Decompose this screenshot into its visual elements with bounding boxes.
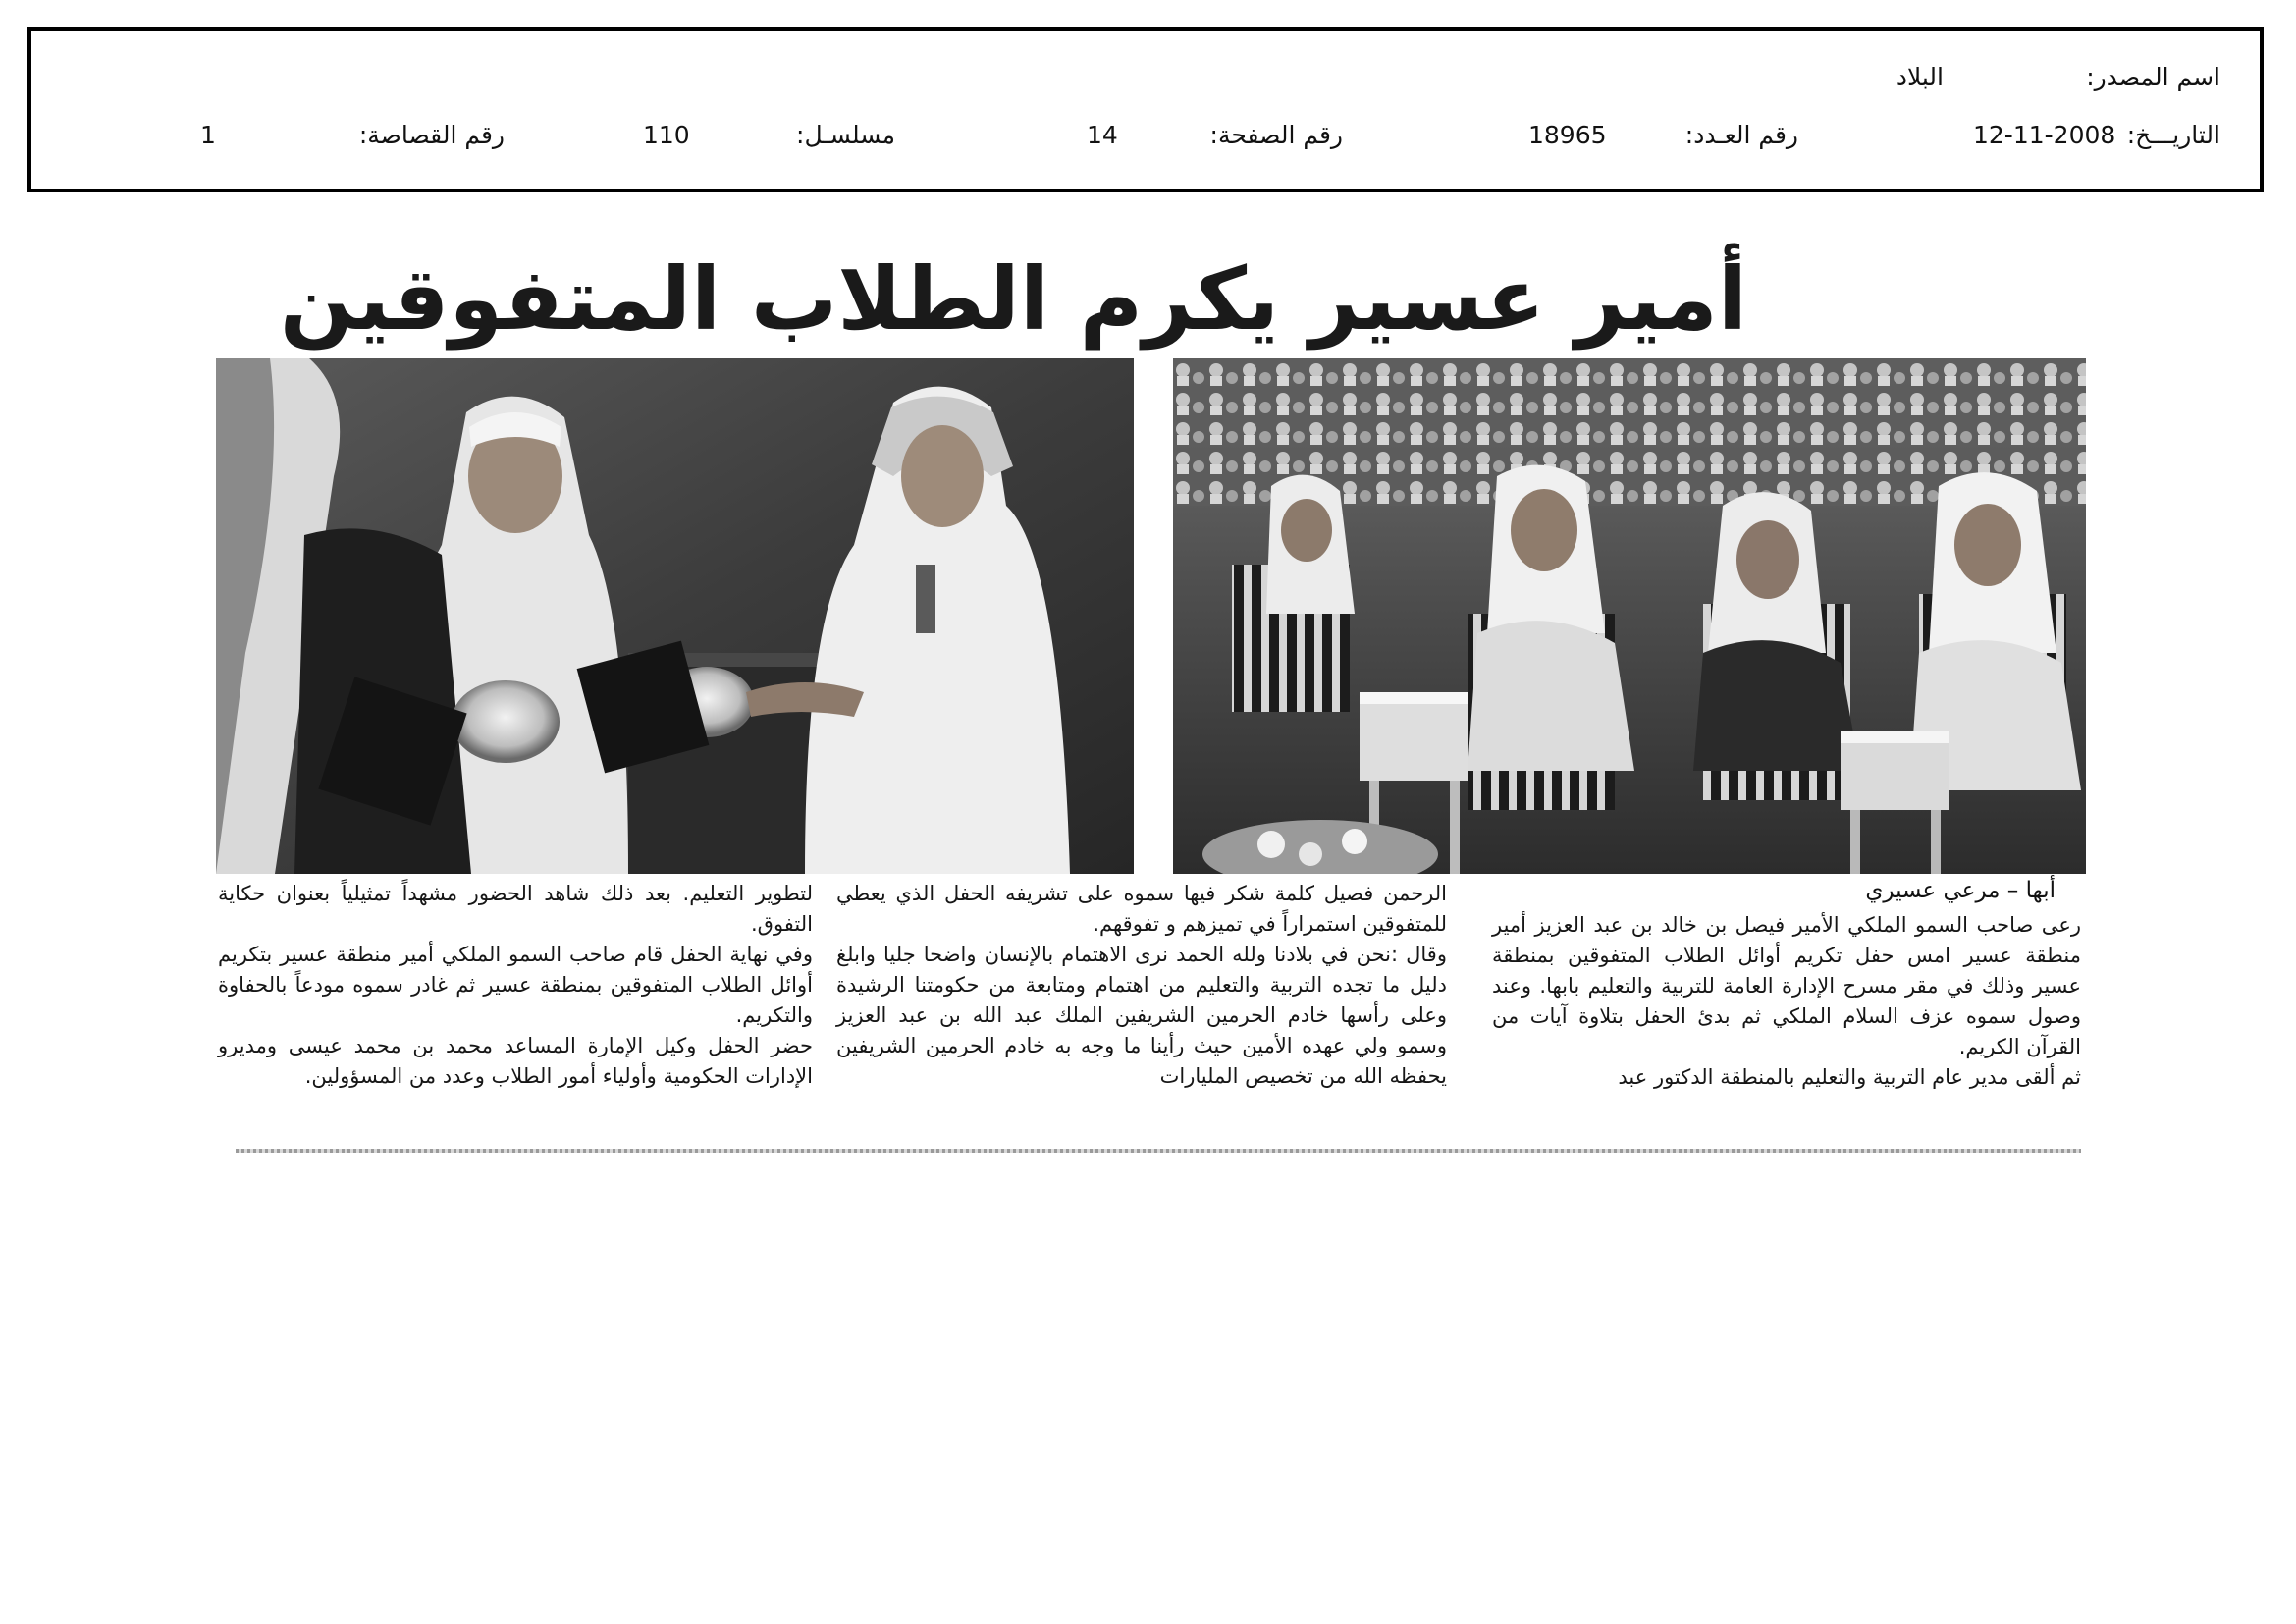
article-paragraph: لتطوير التعليم. بعد ذلك شاهد الحضور مشهداً تمثيلياً بعنوان حكاية التفوق. bbox=[218, 882, 813, 936]
date-value: 12-11-2008 bbox=[1973, 121, 2116, 149]
article-paragraph: وقال :نحن في بلادنا ولله الحمد نرى الاهتمام بالإنسان واضحا جليا وابلغ دليل ما تجده التربية والتعليم من اهتمام ومتابعة من حكومتنا الرشيدة وعلى رأسها خادم الحرمين الشريفين الملك عبد الله بن عبد العزيز وسمو ولي عهده الأمين حيث رأينا ما وجه به خادم الحرمين الشريفين يحفظه الله من تخصيص المليارات bbox=[836, 943, 1447, 1088]
article-column-1 bbox=[1492, 910, 2081, 1093]
date-label: التاريـــخ: bbox=[2126, 121, 2220, 149]
photo-ceremony-audience-image bbox=[1173, 358, 2086, 874]
source-value: البلاد bbox=[1896, 63, 1944, 91]
issue-label: رقم العـدد: bbox=[1684, 121, 1798, 149]
serial-value: 110 bbox=[643, 121, 690, 149]
page-value: 14 bbox=[1087, 121, 1118, 149]
clipping-number-value: 1 bbox=[200, 121, 216, 149]
article-column-2 bbox=[836, 879, 1447, 1092]
photo-award-presentation-image bbox=[216, 358, 1134, 874]
article-paragraph: الرحمن فصيل كلمة شكر فيها سموه على تشريفه الحفل الذي يعطي للمتفوقين استمراراً في تميزهم و تفوقهم. bbox=[836, 882, 1447, 936]
photo-ceremony-audience bbox=[1173, 358, 2086, 874]
article-paragraph: حضر الحفل وكيل الإمارة المساعد محمد بن محمد عيسى ومديرو الإدارات الحكومية وأولياء أمور الطلاب وعدد من المسؤولين. bbox=[218, 1034, 813, 1088]
article-column-3 bbox=[218, 879, 813, 1092]
article-headline: أمير عسير يكرم الطلاب المتفوقين bbox=[279, 248, 1747, 350]
source-label: اسم المصدر: bbox=[2086, 63, 2220, 91]
clipping-bottom-edge bbox=[236, 1149, 2081, 1153]
page-label: رقم الصفحة: bbox=[1209, 121, 1343, 149]
article-paragraph: وفي نهاية الحفل قام صاحب السمو الملكي أمير منطقة عسير بتكريم أوائل الطلاب المتفوقين بمنطقة عسير ثم غادر سموه مودعاً بالحفاوة والتكريم. bbox=[218, 943, 813, 1027]
clipping-metadata-box bbox=[27, 27, 2264, 192]
issue-value: 18965 bbox=[1528, 121, 1607, 149]
photo-award-presentation bbox=[216, 358, 1134, 874]
clipping-number-label: رقم القصاصة: bbox=[358, 121, 505, 149]
serial-label: مسلسـل: bbox=[796, 121, 895, 149]
article-paragraph: ثم ألقى مدير عام التربية والتعليم بالمنطقة الدكتور عبد bbox=[1618, 1065, 2081, 1089]
article-paragraph: رعى صاحب السمو الملكي الأمير فيصل بن خالد بن عبد العزيز أمير منطقة عسير امس حفل تكريم أوائل الطلاب المتفوقين بمنطقة عسير وذلك في مقر مسرح الإدارة العامة للتربية والتعليم بابها. وعند وصول سموه عزف السلام الملكي ثم بدئ الحفل بتلاوة آيات من القرآن الكريم. bbox=[1492, 913, 2081, 1058]
article-byline: أبها – مرعي عسيري bbox=[1865, 878, 2056, 903]
